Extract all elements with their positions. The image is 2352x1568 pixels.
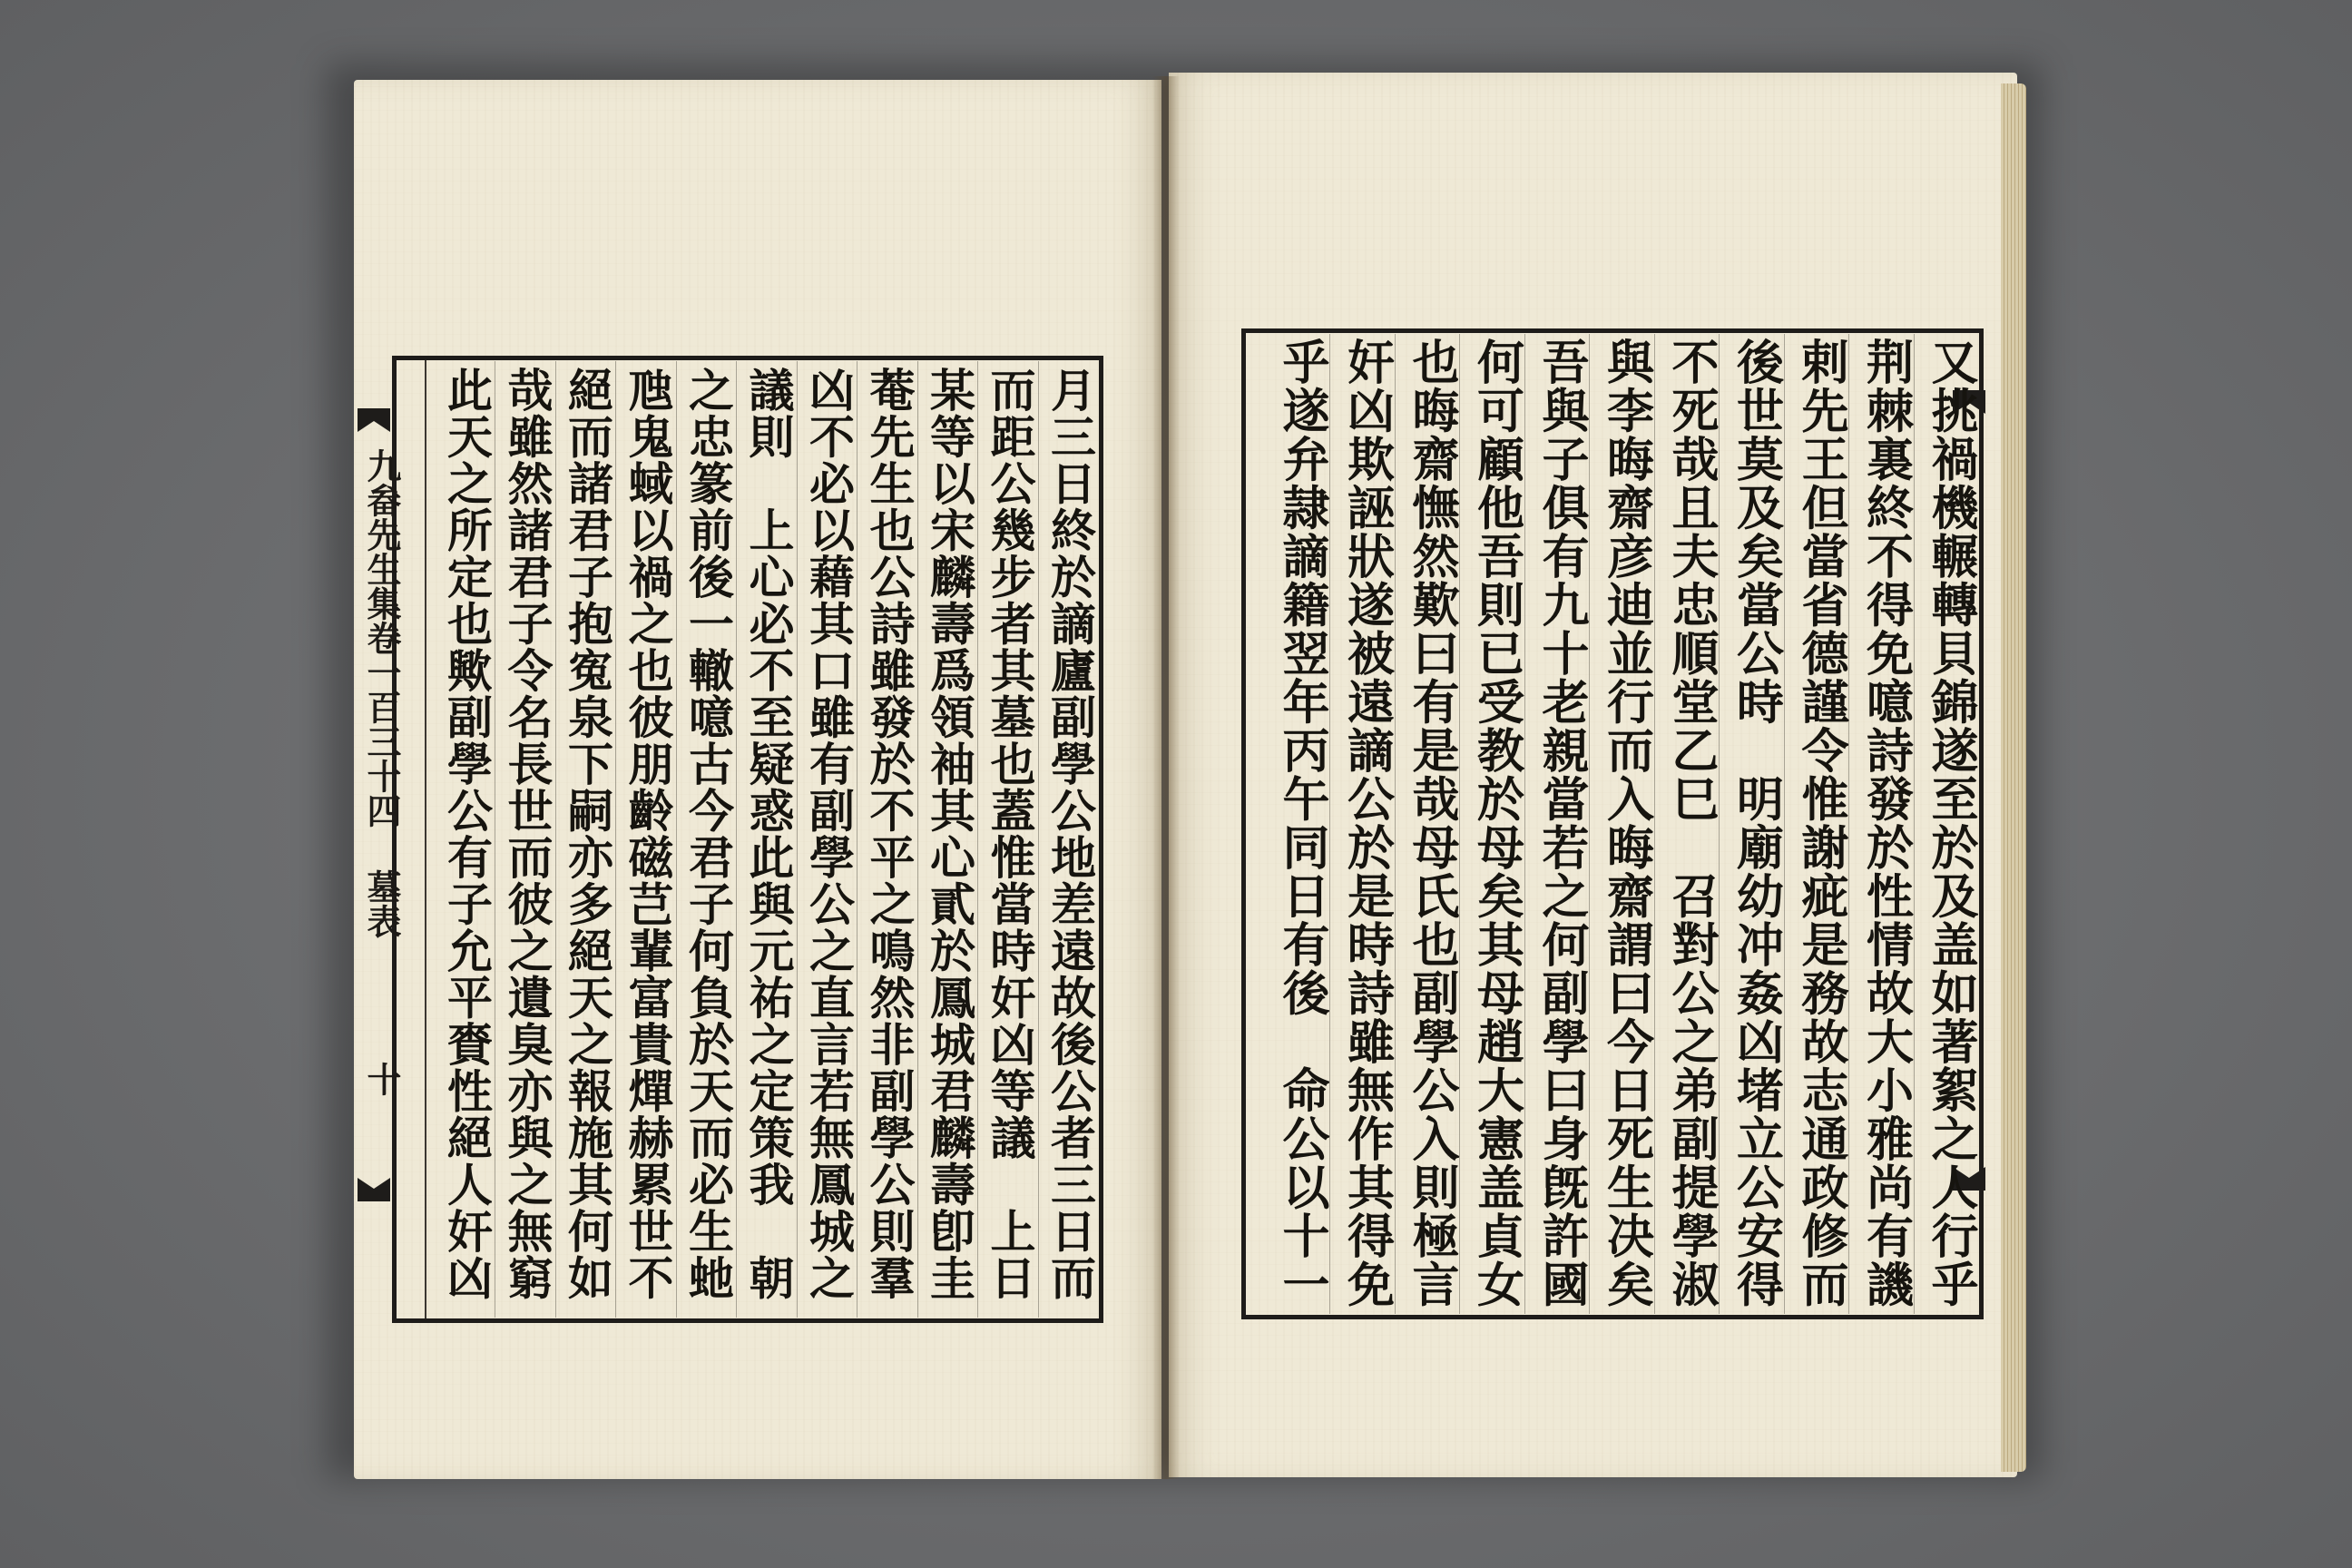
page-edges — [2001, 83, 2026, 1472]
text-column: 議則 上心必不至疑惑此與元祐之定策我 朝 — [741, 367, 796, 1301]
banxin-page-number: 十 — [361, 1062, 402, 1096]
text-column: 又挑禍機輾轉貝錦遂至於及盖如著絮之人行乎 — [1923, 338, 1978, 1308]
book-gutter — [1152, 76, 1180, 1479]
text-column: 哉雖然諸君子令名長世而彼之遺臭亦與之無窮 — [500, 367, 554, 1301]
column-rule — [1038, 361, 1039, 1318]
column-rule — [797, 361, 798, 1318]
text-column: 不死哉且夫忠順堂乙巳 召對公之弟副提學淑 — [1663, 338, 1719, 1308]
text-column: 而距公幾步者其墓也蓋惟當時奸凶等議 上日 — [983, 367, 1037, 1301]
text-column: 絕而諸君子抱寃泉下嗣亦多絕天之報施其何如 — [561, 367, 614, 1301]
banxin-title: 九畚先生集卷一百三十四 — [361, 448, 402, 828]
text-column: 剌先王但當省德謹令惟謝疵是務故志通政修而 — [1793, 338, 1848, 1308]
text-column: 乎遂弁隷謫籍翌年丙午同日有後 命公以十一 — [1274, 338, 1329, 1308]
column-rule — [615, 361, 616, 1318]
column-rule — [1589, 334, 1590, 1314]
column-rule — [857, 361, 858, 1318]
text-column: 與李晦齋彦迪並行而入晦齋謂曰今日死生决矣 — [1598, 338, 1654, 1308]
text-column: 月三日終於謫廬副學公地差遠故後公者三日而 — [1044, 367, 1097, 1301]
column-rule — [676, 361, 677, 1318]
text-column: 之忠篆前後一轍噫古今君子何負於天而必生虵 — [681, 367, 735, 1301]
column-rule — [1395, 334, 1396, 1314]
column-rule — [1654, 334, 1655, 1314]
text-column: 某等以宋麟壽爲領袖其心貳於鳳城君麟壽卽圭 — [923, 367, 976, 1301]
column-rule — [1784, 334, 1785, 1314]
column-rule — [736, 361, 737, 1318]
column-rule — [917, 361, 918, 1318]
column-rule — [555, 361, 556, 1318]
banxin-section: 墓表 — [361, 869, 402, 938]
column-rule — [1524, 334, 1525, 1314]
text-column: 奸凶欺誣狀遂被遠謫公於是時詩雖無作其得免 — [1338, 338, 1395, 1308]
column-rule — [1459, 334, 1460, 1314]
text-column: 凶不必以藉其口雖有副學公之直言若無鳳城之 — [802, 367, 856, 1301]
text-column: 菴先生也公詩雖發於不平之鳴然非副學公則羣 — [862, 367, 916, 1301]
text-column: 何可顧他吾則已受教於母矣其母趙大憲盖貞女 — [1468, 338, 1524, 1308]
column-rule — [1848, 334, 1849, 1314]
column-rule — [977, 361, 978, 1318]
fishtail-bottom-icon — [356, 1174, 392, 1205]
text-column: 此天之所定也歟副學公有子允平賚性絕人奸凶 — [440, 367, 494, 1301]
column-rule — [1719, 334, 1720, 1314]
text-column: 虺鬼蜮以禍之也彼朋齡磁芑輩富貴燀赫累世不 — [621, 367, 675, 1301]
text-column: 荆棘裏終不得免噫詩發於性情故大小雅尚有譏 — [1857, 338, 1914, 1308]
text-column: 也晦齋憮然歎曰有是哉母氏也副學公入則極言 — [1404, 338, 1459, 1308]
text-column: 後世莫及矣當公時 明廟幼冲姦凶堵立公安得 — [1728, 338, 1784, 1308]
fishtail-top-icon — [356, 405, 392, 436]
banxin-rule-inner — [425, 360, 426, 1318]
text-column: 吾與子俱有九十老親當若之何副學曰身旣許國 — [1534, 338, 1589, 1308]
column-rule — [1329, 334, 1330, 1314]
